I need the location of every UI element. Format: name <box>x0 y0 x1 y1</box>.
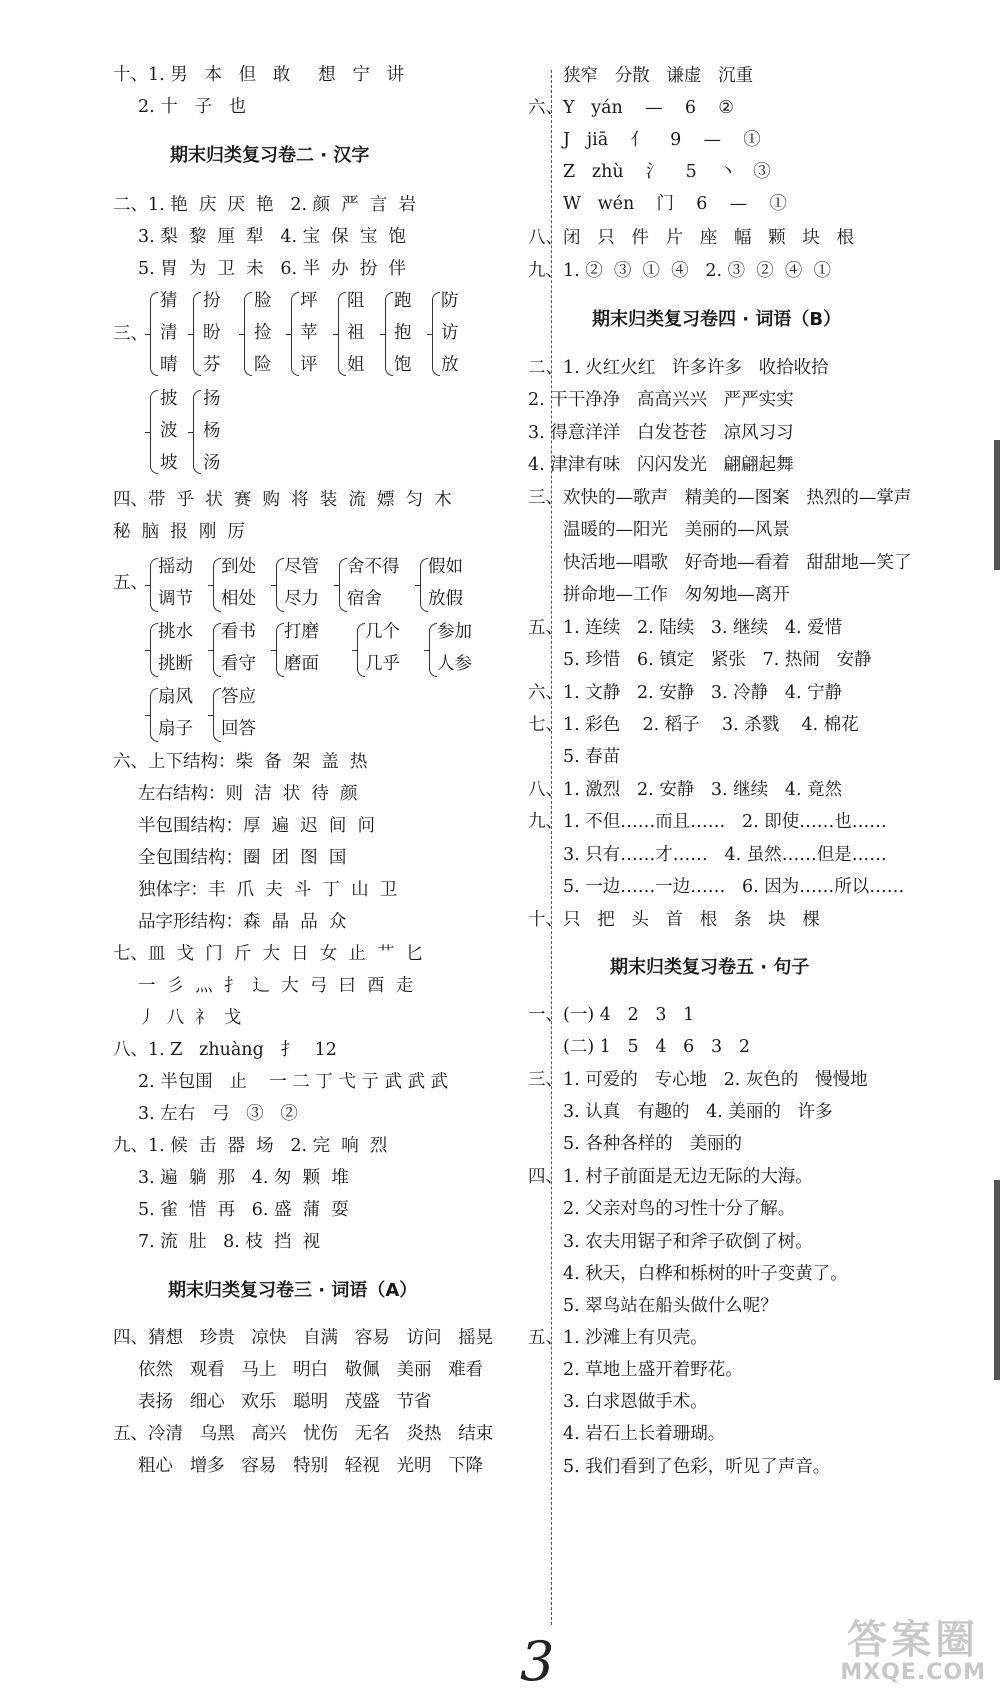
answer-line: 八、闭 只 件 片 座 幅 颗 块 根 <box>528 228 855 248</box>
brace <box>213 623 221 677</box>
answer-line: 九、1. 候 击 器 场 2. 完 响 烈 <box>113 1136 388 1156</box>
answer-line: 半包围结构：厚 遍 迟 间 问 <box>138 816 376 836</box>
brace <box>429 623 437 677</box>
pair-word: 磨面 <box>284 654 319 674</box>
group-char: 捡 <box>254 323 272 343</box>
answer-line: 7. 流 肚 8. 枝 挡 视 <box>138 1232 321 1252</box>
group-char: 波 <box>160 421 178 441</box>
answer-line: 拼命地—工作 匆匆地—离开 <box>563 585 790 605</box>
group-char: 汤 <box>203 453 221 473</box>
pair-word: 摇动 <box>158 557 193 577</box>
answer-line: 依然 观看 马上 明白 敬佩 美丽 难看 <box>138 1360 484 1380</box>
pair-word: 几乎 <box>365 654 400 674</box>
answer-line: 3. 认真 有趣的 4. 美丽的 许多 <box>563 1102 833 1122</box>
brace <box>213 688 221 742</box>
answer-line: 十、1. 男 本 但 敢 想 宁 讲 <box>113 65 405 85</box>
answer-line: 3. 左右 弓 ③ ② <box>138 1104 298 1124</box>
section-heading: 期末归类复习卷五 · 句子 <box>610 957 810 978</box>
pair-word: 调节 <box>158 589 193 609</box>
pair-word: 放假 <box>428 589 463 609</box>
answer-line: 3. 梨 黎 厘 犁 4. 宝 保 宝 饱 <box>138 227 406 247</box>
answer-line: J jiā 亻 9 — ① <box>563 130 761 150</box>
answer-line: 5. 胃 为 卫 未 6. 半 办 扮 伴 <box>138 259 406 279</box>
group-char: 猜 <box>160 291 178 311</box>
brace <box>150 390 158 474</box>
answer-line: 3. 得意洋洋 白发苍苍 凉风习习 <box>528 423 794 443</box>
group-char: 苹 <box>300 323 318 343</box>
pair-word: 宿舍 <box>347 589 382 609</box>
answer-line: 5. 珍惜 6. 镇定 紧张 7. 热闹 安静 <box>563 650 872 670</box>
brace <box>150 558 158 612</box>
group-char: 盼 <box>203 323 221 343</box>
answer-line: 3. 只有……才…… 4. 虽然……但是…… <box>563 845 887 865</box>
answer-line: 五、1. 连续 2. 陆续 3. 继续 4. 爱惜 <box>528 618 843 638</box>
brace <box>338 292 346 376</box>
answer-line: 3. 农夫用锯子和斧子砍倒了树。 <box>563 1232 813 1252</box>
group-char: 阻 <box>347 291 365 311</box>
brace <box>420 558 428 612</box>
group-char: 评 <box>300 355 318 375</box>
answer-line: 二、1. 艳 庆 厌 艳 2. 颜 严 言 岩 <box>113 195 416 215</box>
answer-line: 5. 翠鸟站在船头做什么呢？ <box>563 1296 778 1316</box>
group-char: 姐 <box>347 355 365 375</box>
group-char: 防 <box>441 291 459 311</box>
answer-line: 三、1. 可爱的 专心地 2. 灰色的 慢慢地 <box>528 1070 868 1090</box>
answer-line: 十、只 把 头 首 根 条 块 棵 <box>528 910 820 930</box>
answer-line: 表扬 细心 欢乐 聪明 茂盛 节省 <box>138 1392 432 1412</box>
group-char: 饱 <box>394 355 412 375</box>
answer-line: 六、Y yán — 6 ② <box>528 98 734 118</box>
answer-line: 2. 父亲对鸟的习性十分了解。 <box>563 1199 796 1219</box>
answer-line: 九、1. ② ③ ① ④ 2. ③ ② ④ ① <box>528 261 831 281</box>
answer-line: 5. 雀 惜 再 6. 盛 蒲 耍 <box>138 1200 349 1220</box>
pair-word: 挑断 <box>158 654 193 674</box>
brace <box>150 292 158 376</box>
group-char: 扮 <box>203 291 221 311</box>
pair-word: 相处 <box>221 589 256 609</box>
column-divider <box>551 70 552 1625</box>
brace <box>213 558 221 612</box>
answer-line: 一、(一) 4 2 3 1 <box>528 1005 695 1025</box>
answer-line: 秘 脑 报 刚 厉 <box>113 522 246 542</box>
brace <box>291 292 299 376</box>
brace <box>339 558 347 612</box>
answer-line: 3. 遍 躺 那 4. 匆 颗 堆 <box>138 1168 349 1188</box>
group-char: 披 <box>160 389 178 409</box>
answer-line: 左右结构：则 洁 状 待 颜 <box>138 784 358 804</box>
answer-label: 五、 <box>113 573 148 593</box>
section-heading: 期末归类复习卷四 · 词语（B） <box>592 309 842 330</box>
answer-line: 六、1. 文静 2. 安静 3. 冷静 4. 宁静 <box>528 683 843 703</box>
answer-line: (二) 1 5 4 6 3 2 <box>563 1037 750 1057</box>
pair-word: 扇子 <box>158 719 193 739</box>
pair-word: 回答 <box>221 719 256 739</box>
answer-line: 2. 半包围 止 一 二 丁 弋 亍 武 武 武 <box>138 1072 449 1092</box>
group-char: 晴 <box>160 355 178 375</box>
group-char: 芬 <box>203 355 221 375</box>
answer-line: 七、皿 戈 门 斤 大 日 女 止 艹 匕 <box>113 944 424 964</box>
answer-line: 3. 白求恩做手术。 <box>563 1392 708 1412</box>
pair-word: 打磨 <box>284 622 319 642</box>
group-char: 跑 <box>394 291 412 311</box>
group-char: 险 <box>254 355 272 375</box>
answer-line: 品字形结构：森 晶 品 众 <box>138 912 347 932</box>
brace <box>276 623 284 677</box>
answer-line: 温暖的—阳光 美丽的—风景 <box>563 520 790 540</box>
answer-line: 八、1. Z zhuàng 扌 12 <box>113 1040 337 1060</box>
answer-line: 四、猜想 珍贵 凉快 自满 容易 访问 摇晃 <box>113 1328 494 1348</box>
brace <box>193 292 201 376</box>
watermark-latin: MXQE.COM <box>840 1659 986 1685</box>
brace <box>150 688 158 742</box>
answer-line: 4. 岩石上长着珊瑚。 <box>563 1424 726 1444</box>
pair-word: 挑水 <box>158 622 193 642</box>
pair-word: 人参 <box>437 654 472 674</box>
group-char: 放 <box>441 355 459 375</box>
answer-line: 狭窄 分散 谦虚 沉重 <box>563 66 754 86</box>
watermark-chinese: 答案圈 <box>847 1616 980 1663</box>
answer-label: 三、 <box>113 324 148 344</box>
answer-line: 四、带 乎 状 赛 购 将 装 流 嫖 匀 木 <box>113 490 452 510</box>
group-char: 清 <box>160 323 178 343</box>
group-char: 抱 <box>394 323 412 343</box>
answer-line: 三、欢快的—歌声 精美的—图案 热烈的—掌声 <box>528 488 912 508</box>
answer-line: 七、1. 彩色 2. 稻子 3. 杀戮 4. 棉花 <box>528 715 859 735</box>
brace <box>244 292 252 376</box>
pair-word: 扇风 <box>158 687 193 707</box>
answer-line: 5. 我们看到了色彩，听见了声音。 <box>563 1457 831 1477</box>
pair-word: 答应 <box>221 687 256 707</box>
answer-line: 快活地—唱歌 好奇地—看着 甜甜地—笑了 <box>563 553 912 573</box>
pair-word: 到处 <box>221 557 256 577</box>
brace <box>357 623 365 677</box>
answer-line: 独体字：丰 爪 夫 斗 丁 山 卫 <box>138 880 398 900</box>
group-char: 脸 <box>254 291 272 311</box>
answer-line: 五、冷清 乌黑 高兴 忧伤 无名 炎热 结束 <box>113 1424 494 1444</box>
pair-word: 尽管 <box>284 557 319 577</box>
section-heading: 期末归类复习卷三 · 词语（A） <box>168 1280 418 1301</box>
page-edge-mark <box>994 440 1000 570</box>
pair-word: 参加 <box>437 622 472 642</box>
answer-line: 4. 津津有味 闪闪发光 翩翩起舞 <box>528 455 794 475</box>
answer-line: 四、1. 村子前面是无边无际的大海。 <box>528 1167 813 1187</box>
section-heading: 期末归类复习卷二 · 汉字 <box>170 145 370 166</box>
answer-line: 2. 草地上盛开着野花。 <box>563 1360 743 1380</box>
brace <box>432 292 440 376</box>
answer-line: 一 彡 灬 扌 辶 大 弓 曰 酉 走 <box>138 976 414 996</box>
brace <box>385 292 393 376</box>
answer-line: Z zhù 氵 5 丶 ③ <box>563 162 771 182</box>
answer-line: 2. 十 子 也 <box>138 97 247 117</box>
group-char: 祖 <box>347 323 365 343</box>
answer-line: 二、1. 火红火红 许多许多 收拾收拾 <box>528 358 829 378</box>
watermark-logo <box>840 1616 986 1685</box>
group-char: 杨 <box>203 421 221 441</box>
answer-line: 九、1. 不但……而且…… 2. 即使……也…… <box>528 812 887 832</box>
answer-line: 丿 八 礻 戈 <box>138 1008 242 1028</box>
page-edge-mark <box>994 1180 1000 1380</box>
answer-line: 4. 秋天，白桦和栎树的叶子变黄了。 <box>563 1264 848 1284</box>
answer-line: 2. 干干净净 高高兴兴 严严实实 <box>528 390 794 410</box>
pair-word: 几个 <box>365 622 400 642</box>
pair-word: 看守 <box>221 654 256 674</box>
answer-line: 五、1. 沙滩上有贝壳。 <box>528 1328 708 1348</box>
pair-word: 舍不得 <box>347 557 400 577</box>
pair-word: 尽力 <box>284 589 319 609</box>
brace <box>276 558 284 612</box>
answer-line: 5. 一边……一边…… 6. 因为……所以…… <box>563 877 905 897</box>
answer-line: 全包围结构：圈 团 图 国 <box>138 848 347 868</box>
answer-line: 5. 春苗 <box>563 747 621 767</box>
pair-word: 假如 <box>428 557 463 577</box>
group-char: 坡 <box>160 453 178 473</box>
pair-word: 看书 <box>221 622 256 642</box>
answer-line: W wén 门 6 — ① <box>563 194 787 214</box>
answer-line: 六、上下结构：柴 备 架 盖 热 <box>113 752 368 772</box>
answer-line: 5. 各种各样的 美丽的 <box>563 1134 742 1154</box>
group-char: 扬 <box>203 389 221 409</box>
answer-line: 八、1. 激烈 2. 安静 3. 继续 4. 竟然 <box>528 780 843 800</box>
brace <box>193 390 201 474</box>
page-number: 3 <box>520 1630 555 1693</box>
answer-line: 粗心 增多 容易 特别 轻视 光明 下降 <box>138 1456 484 1476</box>
brace <box>150 623 158 677</box>
group-char: 访 <box>441 323 459 343</box>
group-char: 坪 <box>300 291 318 311</box>
